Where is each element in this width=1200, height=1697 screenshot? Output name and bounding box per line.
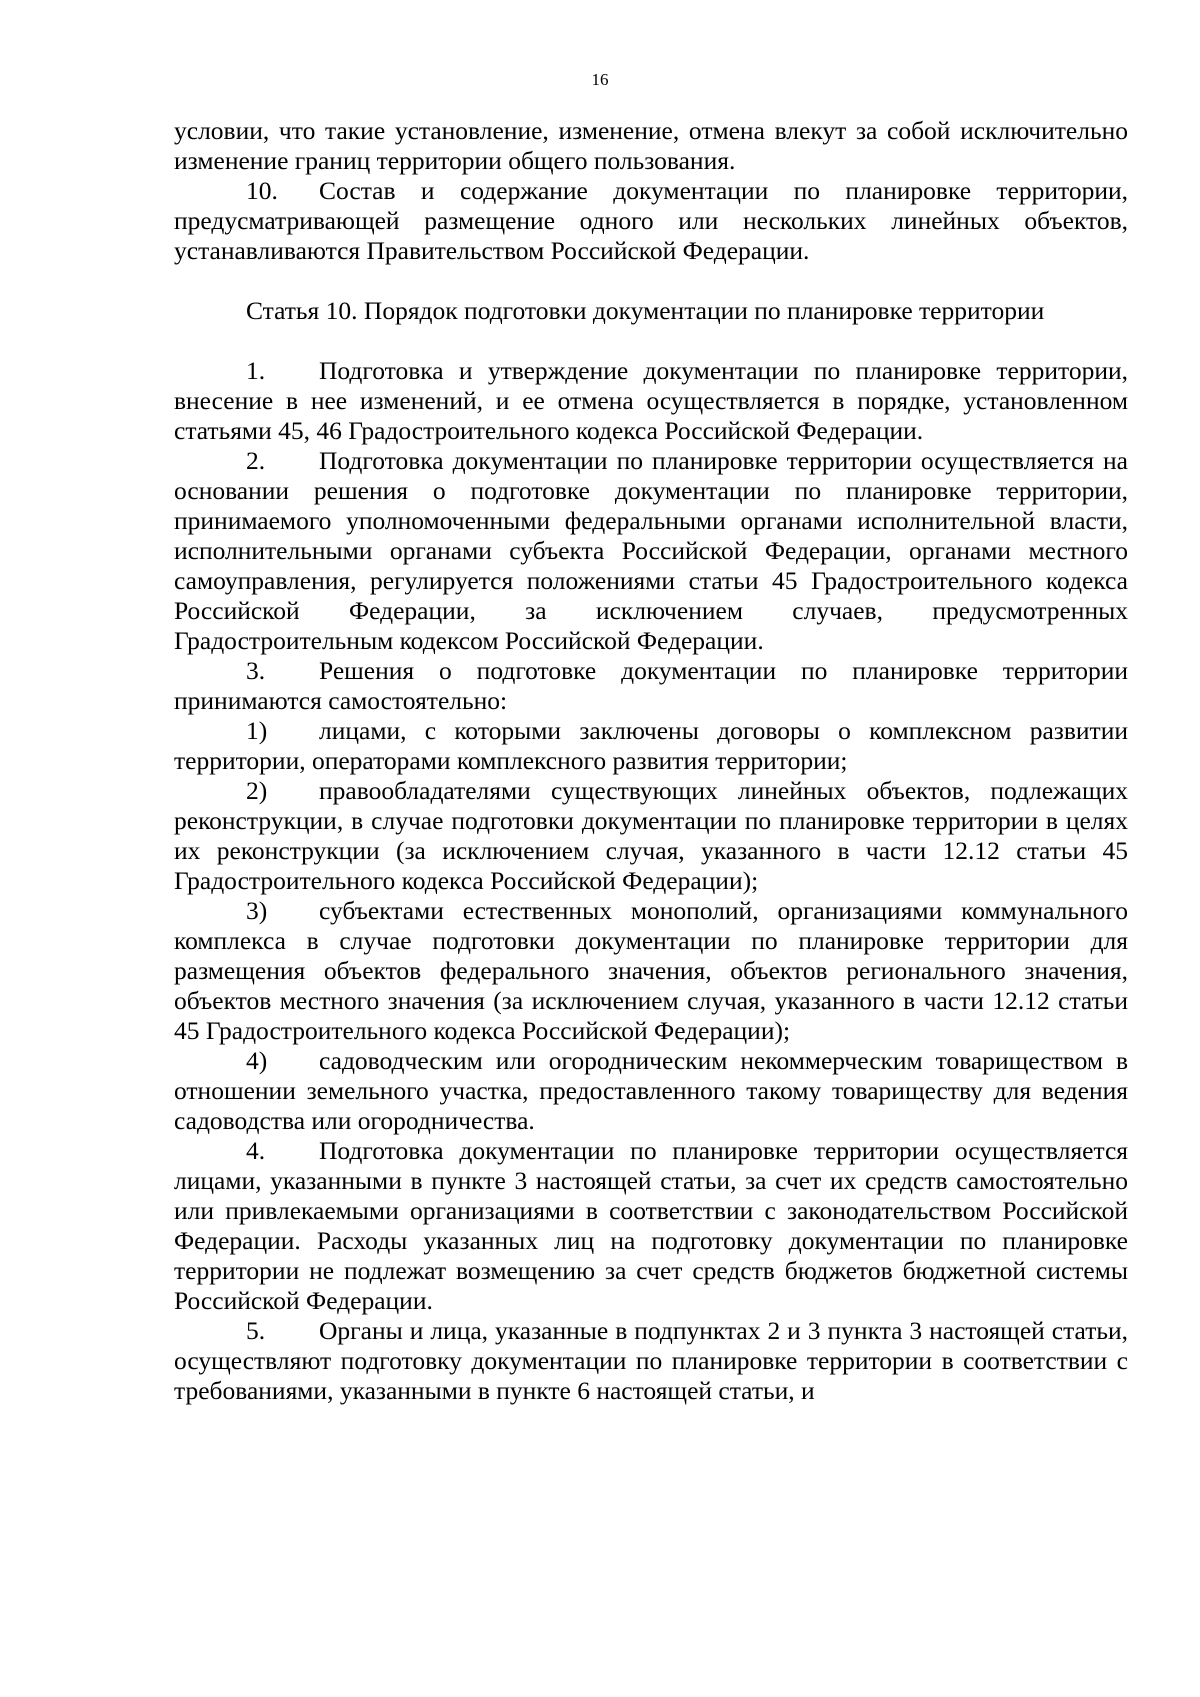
paragraph-number: 4. xyxy=(246,1136,266,1165)
subparagraph-number: 1) xyxy=(246,716,268,745)
paragraph-number: 1. xyxy=(246,356,266,385)
paragraph-text: Состав и содержание документации по планировке территории, предусматривающей размещение одного или нескольких линейных объектов, устанавливаются Правительством Российской Федерации. xyxy=(174,176,1128,265)
paragraph-5 xyxy=(174,1316,1128,1406)
paragraph-2 xyxy=(174,446,1128,656)
paragraph-number: 3. xyxy=(246,656,266,685)
paragraph-continuation: условии, что такие установление, изменение, отмена влекут за собой исключительно изменение границ территории общего пользования. xyxy=(174,116,1128,175)
subparagraph-text: садоводческим или огородническим некоммерческим товариществом в отношении земельного участка, предоставленного такому товариществу для ведения садоводства или огородничества. xyxy=(174,1046,1128,1135)
paragraph-1 xyxy=(174,356,1128,446)
subparagraph-number: 3) xyxy=(246,896,268,925)
subparagraph-4 xyxy=(174,1046,1128,1136)
paragraph-text: Подготовка и утверждение документации по планировке территории, внесение в нее изменений, и ее отмена осуществляется в порядке, установленном статьями 45, 46 Градостроительного кодекса Российской Федерации. xyxy=(174,356,1128,445)
subparagraph-number: 2) xyxy=(246,776,268,805)
paragraph-3 xyxy=(174,656,1128,716)
paragraph-text: Подготовка документации по планировке территории осуществляется лицами, указанными в пункте 3 настоящей статьи, за счет их средств самостоятельно или привлекаемыми организациями в соответствии с законодательством Российской Федерации. Расходы указанных лиц на подготовку документации по планировке территории не подлежат возмещению за счет средств бюджетов бюджетной системы Российской Федерации. xyxy=(174,1136,1128,1315)
spacer xyxy=(174,326,1128,356)
spacer xyxy=(174,266,1128,296)
subparagraph-3 xyxy=(174,896,1128,1046)
paragraph-text: Решения о подготовке документации по планировке территории принимаются самостоятельно: xyxy=(174,656,1128,715)
subparagraph-number: 4) xyxy=(246,1046,268,1075)
subparagraph-1 xyxy=(174,716,1128,776)
subparagraph-2 xyxy=(174,776,1128,896)
subparagraph-text: субъектами естественных монополий, организациями коммунального комплекса в случае подготовки документации по планировке территории для размещения объектов федерального значения, объектов регионального значения, объектов местного значения (за исключением случая, указанного в части 12.12 статьи 45 Градостроительного кодекса Российской Федерации); xyxy=(174,896,1128,1045)
paragraph-4 xyxy=(174,1136,1128,1316)
paragraph-number: 10. xyxy=(246,176,278,205)
subparagraph-text: лицами, с которыми заключены договоры о комплексном развитии территории, операторами комплексного развития территории; xyxy=(174,716,1128,775)
article-heading: Статья 10. Порядок подготовки документации по планировке территории xyxy=(246,296,1045,325)
paragraph-text: Подготовка документации по планировке территории осуществляется на основании решения о подготовке документации по планировке территории, принимаемого уполномоченными федеральными органами исполнительной власти, исполнительными органами субъекта Российской Федерации, органами местного самоуправления, регулируется положениями статьи 45 Градостроительного кодекса Российской Федерации, за исключением случаев, предусмотренных Градостроительным кодексом Российской Федерации. xyxy=(174,446,1128,655)
paragraph-number: 5. xyxy=(246,1316,266,1345)
paragraph-number: 2. xyxy=(246,446,266,475)
subparagraph-text: правообладателями существующих линейных объектов, подлежащих реконструкции, в случае подготовки документации по планировке территории в целях их реконструкции (за исключением случая, указанного в части 12.12 статьи 45 Градостроительного кодекса Российской Федерации); xyxy=(174,776,1128,895)
paragraph-text: Органы и лица, указанные в подпунктах 2 и 3 пункта 3 настоящей статьи, осуществляют подготовку документации по планировке территории в соответствии с требованиями, указанными в пункте 6 настоящей статьи, и xyxy=(174,1316,1128,1405)
page-number: 16 xyxy=(591,70,609,89)
document-body xyxy=(174,116,1128,1406)
paragraph-10 xyxy=(174,176,1128,266)
